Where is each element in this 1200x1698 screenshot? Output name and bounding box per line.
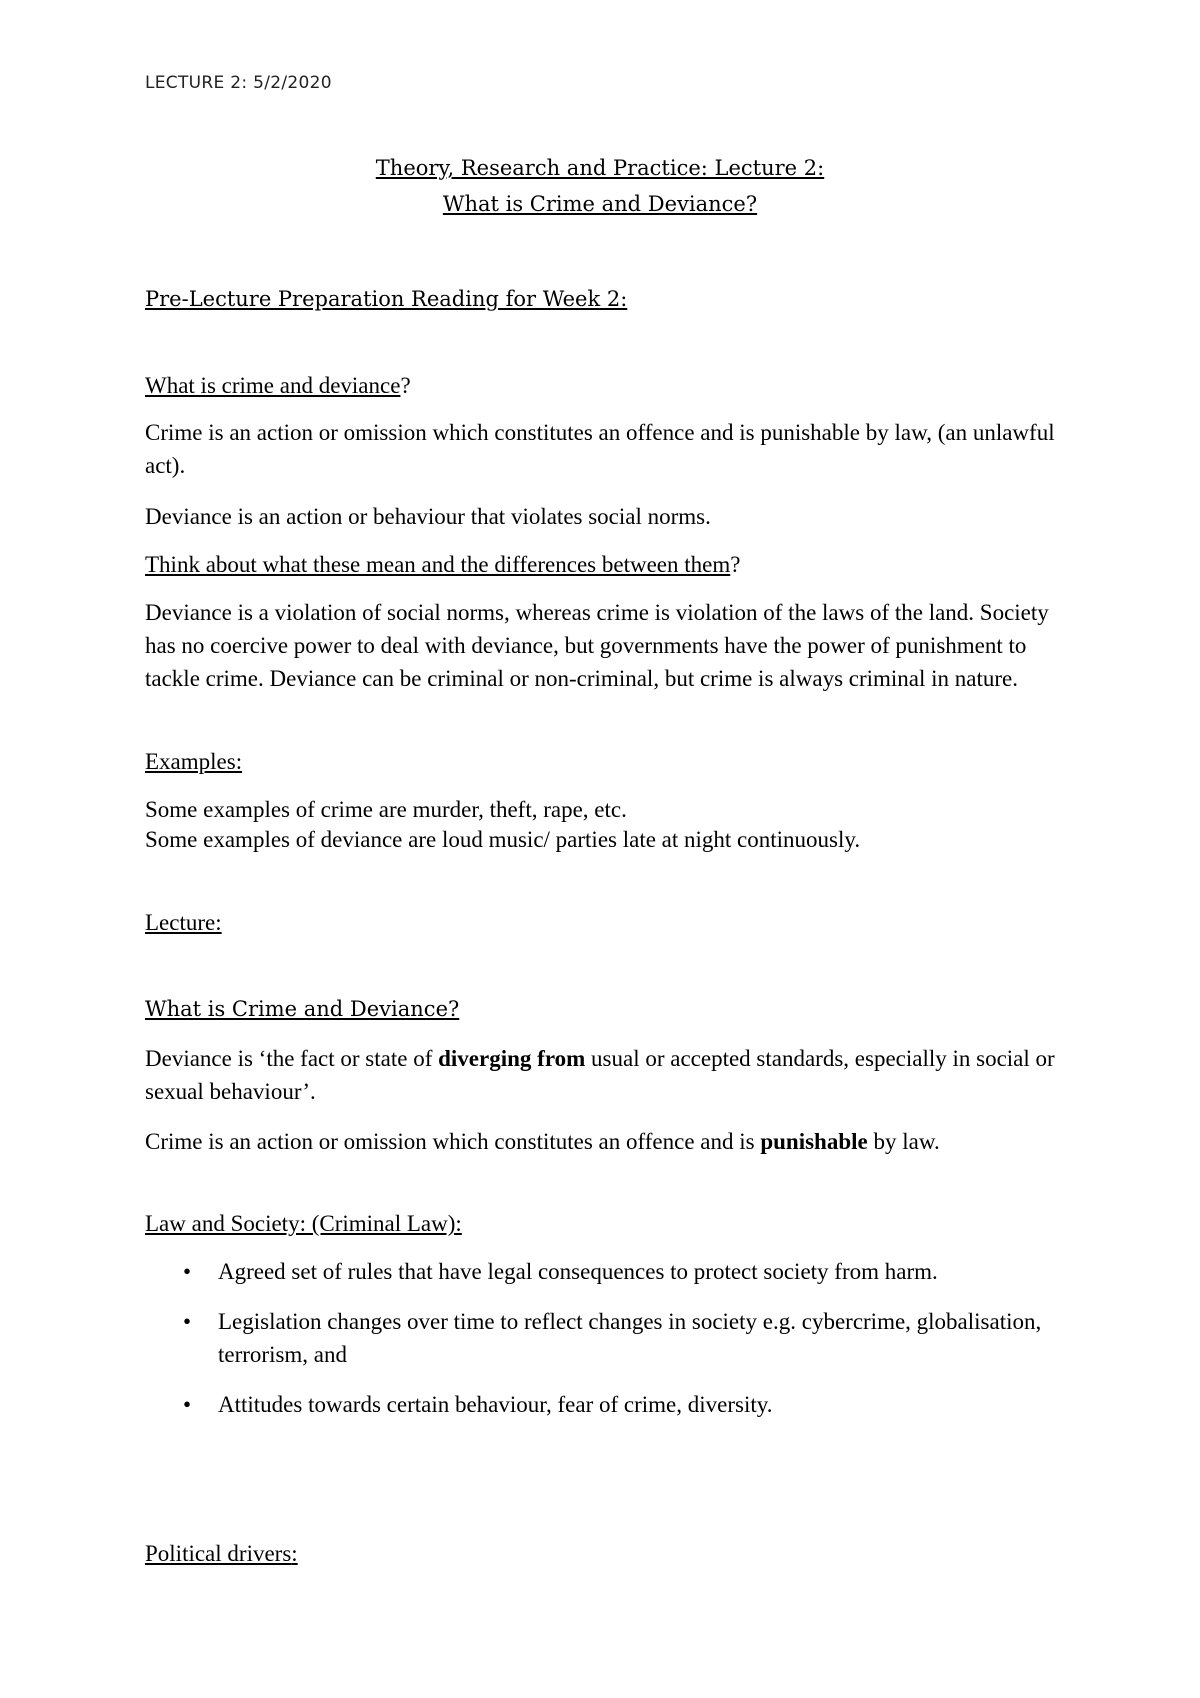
prep-question-2-text: Think about what these mean and the differences between them: [145, 552, 731, 577]
prep-question-2: [145, 548, 1060, 581]
law-bullet-list-3: [145, 1388, 1060, 1421]
lecture-heading: Lecture:: [145, 910, 222, 935]
examples-heading: Examples:: [145, 749, 243, 774]
bullet-text: Attitudes towards certain behaviour, fear of crime, diversity.: [218, 1392, 773, 1417]
bullet-text: Legislation changes over time to reflect changes in society e.g. cybercrime, globalisation, terrorism, and: [218, 1309, 1042, 1367]
bullet-text: Agreed set of rules that have legal consequences to protect society from harm.: [218, 1259, 938, 1284]
lecture-date-header: LECTURE 2: 5/2/2020: [145, 73, 332, 93]
prep-question-1-mark: ?: [400, 373, 411, 398]
bullet-marker: •: [183, 1259, 192, 1284]
difference-paragraph: Deviance is a violation of social norms, whereas crime is violation of the laws of the land. Society has no coercive power to deal with deviance, but governments have the power of punishment to tackle crime. Deviance can be criminal or non-criminal, but crime is always criminal in nature.: [145, 600, 1049, 691]
crime-text-end: by law.: [867, 1129, 940, 1154]
deviance-emphasis: diverging from: [438, 1046, 586, 1071]
bullet-marker: •: [183, 1392, 192, 1417]
political-drivers-colon: :: [291, 1541, 298, 1566]
prep-heading: Pre-Lecture Preparation Reading for Week 2:: [145, 287, 628, 311]
prep-question-1-text: What is crime and deviance: [145, 373, 401, 398]
political-drivers-text: Political drivers: [145, 1541, 292, 1566]
law-bullet-list-2: [145, 1305, 1060, 1371]
list-item: [145, 1305, 1060, 1371]
crime-definition: Crime is an action or omission which constitutes an offence and is punishable by law, (an unlawful act).: [145, 420, 1055, 478]
lecture-crime-definition: [145, 1125, 1060, 1158]
title-line-2: What is Crime and Deviance?: [442, 192, 758, 216]
prep-question-2-mark: ?: [730, 552, 741, 577]
example-crime: Some examples of crime are murder, theft, rape, etc.: [145, 797, 627, 822]
bullet-marker: •: [183, 1309, 192, 1334]
lecture-subheading: What is Crime and Deviance?: [145, 997, 460, 1021]
example-deviance: Some examples of deviance are loud music/ parties late at night continuously.: [145, 827, 861, 852]
crime-emphasis: punishable: [760, 1129, 868, 1154]
deviance-text-end: usual or accepted standards, especially in social or sexual behaviour’.: [145, 1046, 1055, 1104]
prep-question-1: [145, 369, 1060, 402]
title-line-1: Theory, Research and Practice: Lecture 2:: [375, 156, 825, 180]
deviance-text-start: Deviance is ‘the fact or state of: [145, 1046, 439, 1071]
political-drivers-heading: [145, 1537, 1060, 1570]
law-and-society-heading: Law and Society: (Criminal Law):: [145, 1211, 462, 1236]
crime-text-start: Crime is an action or omission which constitutes an offence and is: [145, 1129, 761, 1154]
deviance-definition: Deviance is an action or behaviour that violates social norms.: [145, 504, 711, 529]
law-bullet-list: [145, 1255, 1060, 1288]
document-title: [0, 150, 1200, 222]
list-item: [145, 1255, 1060, 1288]
list-item: [145, 1388, 1060, 1421]
lecture-deviance-definition: [145, 1042, 1060, 1108]
